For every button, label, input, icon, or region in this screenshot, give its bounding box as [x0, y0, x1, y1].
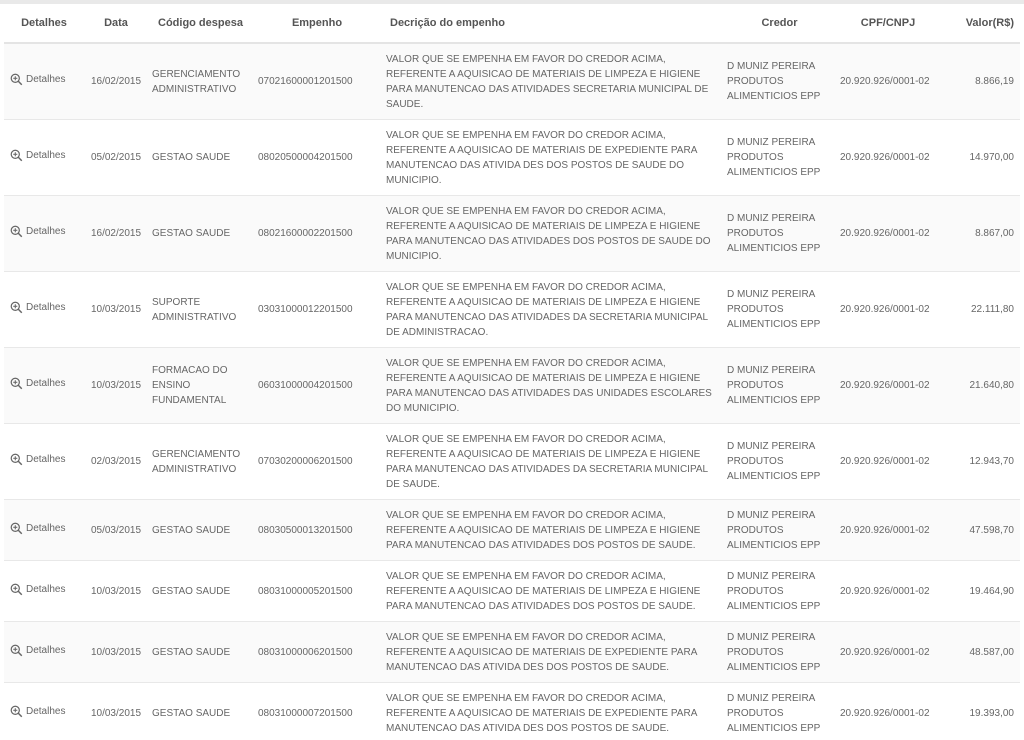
cell-descricao: VALOR QUE SE EMPENHA EM FAVOR DO CREDOR ACIMA, REFERENTE A AQUISICAO DE MATERIAIS DE LIMPEZA E HIGIENE PARA MANUTENCAO DAS ATIVIDADES DOS POSTOS DE SAUDE. — [380, 500, 723, 561]
cell-empenho: 08031000007201500 — [254, 683, 380, 740]
cell-codigo-despesa: GESTAO SAUDE — [148, 561, 254, 622]
table-row — [4, 272, 1020, 348]
cell-codigo-despesa: FORMACAO DO ENSINO FUNDAMENTAL — [148, 348, 254, 424]
cell-codigo-despesa: GESTAO SAUDE — [148, 120, 254, 196]
cell-credor: D MUNIZ PEREIRA PRODUTOS ALIMENTICIOS EPP — [723, 561, 836, 622]
table-row — [4, 622, 1020, 683]
zoom-in-icon — [10, 377, 23, 390]
cell-empenho: 08031000006201500 — [254, 622, 380, 683]
cell-cpf-cnpj: 20.920.926/0001-02 — [836, 683, 940, 740]
cell-descricao: VALOR QUE SE EMPENHA EM FAVOR DO CREDOR ACIMA, REFERENTE A AQUISICAO DE MATERIAIS DE EXPEDIENTE PARA MANUTENCAO DAS ATIVIDA DES DOS POSTOS DE SAUDE. — [380, 622, 723, 683]
cell-credor: D MUNIZ PEREIRA PRODUTOS ALIMENTICIOS EPP — [723, 120, 836, 196]
cell-data: 10/03/2015 — [84, 683, 148, 740]
details-link[interactable] — [10, 582, 65, 597]
header-cpf-cnpj[interactable]: CPF/CNPJ — [836, 4, 940, 43]
details-label: Detalhes — [26, 705, 66, 717]
table-row — [4, 43, 1020, 120]
zoom-in-icon — [10, 644, 23, 657]
header-detalhes[interactable]: Detalhes — [4, 4, 84, 43]
details-label: Detalhes — [26, 454, 66, 465]
table-body — [4, 43, 1020, 740]
cell-cpf-cnpj: 20.920.926/0001-02 — [836, 272, 940, 348]
details-link[interactable] — [10, 521, 65, 536]
cell-descricao: VALOR QUE SE EMPENHA EM FAVOR DO CREDOR ACIMA, REFERENTE A AQUISICAO DE MATERIAIS DE EXPEDIENTE PARA MANUTENCAO DAS ATIVIDA DES DOS POSTOS DE SAUDE. — [380, 683, 723, 740]
cell-credor: D MUNIZ PEREIRA PRODUTOS ALIMENTICIOS EPP — [723, 272, 836, 348]
details-link[interactable] — [10, 376, 65, 391]
cell-valor: 22.111,80 — [940, 272, 1020, 348]
zoom-in-icon — [10, 522, 23, 535]
details-label: Detalhes — [26, 644, 66, 656]
cell-credor: D MUNIZ PEREIRA PRODUTOS ALIMENTICIOS EPP — [723, 43, 836, 120]
cell-codigo-despesa: GERENCIAMENTO ADMINISTRATIVO — [148, 424, 254, 500]
empenhos-table — [4, 4, 1020, 740]
cell-codigo-despesa: GESTAO SAUDE — [148, 683, 254, 740]
header-descricao[interactable]: Decrição do empenho — [380, 4, 723, 43]
cell-cpf-cnpj: 20.920.926/0001-02 — [836, 561, 940, 622]
top-divider — [0, 0, 1024, 4]
cell-codigo-despesa: SUPORTE ADMINISTRATIVO — [148, 272, 254, 348]
cell-descricao: VALOR QUE SE EMPENHA EM FAVOR DO CREDOR ACIMA, REFERENTE A AQUISICAO DE MATERIAIS DE LIMPEZA E HIGIENE PARA MANUTENCAO DAS ATIVIDADES SECRETARIA MUNICIPAL DE SAUDE. — [380, 43, 723, 120]
cell-valor: 19.464,90 — [940, 561, 1020, 622]
cell-data: 05/02/2015 — [84, 120, 148, 196]
cell-credor: D MUNIZ PEREIRA PRODUTOS ALIMENTICIOS EPP — [723, 196, 836, 272]
cell-data: 02/03/2015 — [84, 424, 148, 500]
cell-cpf-cnpj: 20.920.926/0001-02 — [836, 120, 940, 196]
cell-empenho: 07021600001201500 — [254, 43, 380, 120]
details-link[interactable] — [10, 300, 65, 315]
cell-data: 16/02/2015 — [84, 196, 148, 272]
cell-data: 10/03/2015 — [84, 348, 148, 424]
cell-credor: D MUNIZ PEREIRA PRODUTOS ALIMENTICIOS EPP — [723, 683, 836, 740]
cell-credor: D MUNIZ PEREIRA PRODUTOS ALIMENTICIOS EPP — [723, 500, 836, 561]
details-link[interactable] — [10, 224, 65, 239]
cell-valor: 47.598,70 — [940, 500, 1020, 561]
cell-cpf-cnpj: 20.920.926/0001-02 — [836, 196, 940, 272]
table-row — [4, 120, 1020, 196]
cell-valor: 21.640,80 — [940, 348, 1020, 424]
details-link[interactable] — [10, 148, 65, 163]
cell-empenho: 06031000004201500 — [254, 348, 380, 424]
cell-credor: D MUNIZ PEREIRA PRODUTOS ALIMENTICIOS EPP — [723, 348, 836, 424]
cell-credor: D MUNIZ PEREIRA PRODUTOS ALIMENTICIOS EPP — [723, 622, 836, 683]
cell-empenho: 03031000012201500 — [254, 272, 380, 348]
cell-credor: D MUNIZ PEREIRA PRODUTOS ALIMENTICIOS EPP — [723, 424, 836, 500]
cell-valor: 14.970,00 — [940, 120, 1020, 196]
cell-empenho: 07030200006201500 — [254, 424, 380, 500]
zoom-in-icon — [10, 149, 23, 162]
cell-codigo-despesa: GESTAO SAUDE — [148, 622, 254, 683]
cell-cpf-cnpj: 20.920.926/0001-02 — [836, 348, 940, 424]
header-credor[interactable]: Credor — [723, 4, 836, 43]
cell-data: 10/03/2015 — [84, 272, 148, 348]
details-link[interactable] — [10, 704, 65, 719]
cell-data: 16/02/2015 — [84, 43, 148, 120]
cell-cpf-cnpj: 20.920.926/0001-02 — [836, 43, 940, 120]
cell-descricao: VALOR QUE SE EMPENHA EM FAVOR DO CREDOR ACIMA, REFERENTE A AQUISICAO DE MATERIAIS DE LIMPEZA E HIGIENE PARA MANUTENCAO DAS ATIVIDADES DAS UNIDADES ESCOLARES DO MUNICIPIO. — [380, 348, 723, 424]
details-label: Detalhes — [26, 583, 66, 595]
table-row — [4, 348, 1020, 424]
cell-codigo-despesa: GESTAO SAUDE — [148, 196, 254, 272]
table-row — [4, 196, 1020, 272]
cell-valor: 8.866,19 — [940, 43, 1020, 120]
cell-descricao: VALOR QUE SE EMPENHA EM FAVOR DO CREDOR ACIMA, REFERENTE A AQUISICAO DE MATERIAIS DE LIMPEZA E HIGIENE PARA MANUTENCAO DAS ATIVIDADES DA SECRETARIA MUNICIPAL DE ADMINISTRACAO. — [380, 272, 723, 348]
cell-cpf-cnpj: 20.920.926/0001-02 — [836, 424, 940, 500]
header-empenho[interactable]: Empenho — [254, 4, 380, 43]
zoom-in-icon — [10, 73, 23, 86]
cell-valor: 48.587,00 — [940, 622, 1020, 683]
cell-cpf-cnpj: 20.920.926/0001-02 — [836, 622, 940, 683]
cell-descricao: VALOR QUE SE EMPENHA EM FAVOR DO CREDOR ACIMA, REFERENTE A AQUISICAO DE MATERIAIS DE LIMPEZA E HIGIENE PARA MANUTENCAO DAS ATIVIDADES DOS POSTOS DE SAUDE DO MUNICIPIO. — [380, 196, 723, 272]
cell-codigo-despesa: GERENCIAMENTO ADMINISTRATIVO — [148, 43, 254, 120]
cell-cpf-cnpj: 20.920.926/0001-02 — [836, 500, 940, 561]
cell-descricao: VALOR QUE SE EMPENHA EM FAVOR DO CREDOR ACIMA, REFERENTE A AQUISICAO DE MATERIAIS DE EXPEDIENTE PARA MANUTENCAO DAS ATIVIDA DES DOS POSTOS DE SAUDE DO MUNICIPIO. — [380, 120, 723, 196]
zoom-in-icon — [10, 225, 23, 238]
cell-empenho: 08021600002201500 — [254, 196, 380, 272]
table-row — [4, 561, 1020, 622]
cell-data: 10/03/2015 — [84, 622, 148, 683]
cell-descricao: VALOR QUE SE EMPENHA EM FAVOR DO CREDOR ACIMA, REFERENTE A AQUISICAO DE MATERIAIS DE LIMPEZA E HIGIENE PARA MANUTENCAO DAS ATIVIDADES DA SECRETARIA MUNICIPAL DE SAUDE. — [380, 424, 723, 500]
details-label: Detalhes — [26, 74, 66, 85]
zoom-in-icon — [10, 453, 23, 466]
table-header — [4, 4, 1020, 43]
cell-valor: 12.943,70 — [940, 424, 1020, 500]
header-valor[interactable]: Valor(R$) — [940, 4, 1020, 43]
table-row — [4, 683, 1020, 740]
details-link[interactable] — [10, 72, 65, 87]
details-label: Detalhes — [26, 226, 66, 237]
details-label: Detalhes — [26, 150, 66, 161]
cell-data: 05/03/2015 — [84, 500, 148, 561]
header-codigo-despesa[interactable]: Código despesa — [148, 4, 254, 43]
details-link[interactable] — [10, 452, 65, 467]
cell-empenho: 08031000005201500 — [254, 561, 380, 622]
zoom-in-icon — [10, 301, 23, 314]
details-label: Detalhes — [26, 378, 66, 389]
header-data[interactable]: Data — [84, 4, 148, 43]
table-row — [4, 500, 1020, 561]
cell-empenho: 08030500013201500 — [254, 500, 380, 561]
cell-valor: 19.393,00 — [940, 683, 1020, 740]
details-link[interactable] — [10, 643, 65, 658]
zoom-in-icon — [10, 705, 23, 718]
zoom-in-icon — [10, 583, 23, 596]
cell-data: 10/03/2015 — [84, 561, 148, 622]
details-label: Detalhes — [26, 522, 66, 534]
cell-codigo-despesa: GESTAO SAUDE — [148, 500, 254, 561]
table-row — [4, 424, 1020, 500]
details-label: Detalhes — [26, 302, 66, 313]
cell-descricao: VALOR QUE SE EMPENHA EM FAVOR DO CREDOR ACIMA, REFERENTE A AQUISICAO DE MATERIAIS DE LIMPEZA E HIGIENE PARA MANUTENCAO DAS ATIVIDADES DOS POSTOS DE SAUDE. — [380, 561, 723, 622]
cell-valor: 8.867,00 — [940, 196, 1020, 272]
cell-empenho: 08020500004201500 — [254, 120, 380, 196]
